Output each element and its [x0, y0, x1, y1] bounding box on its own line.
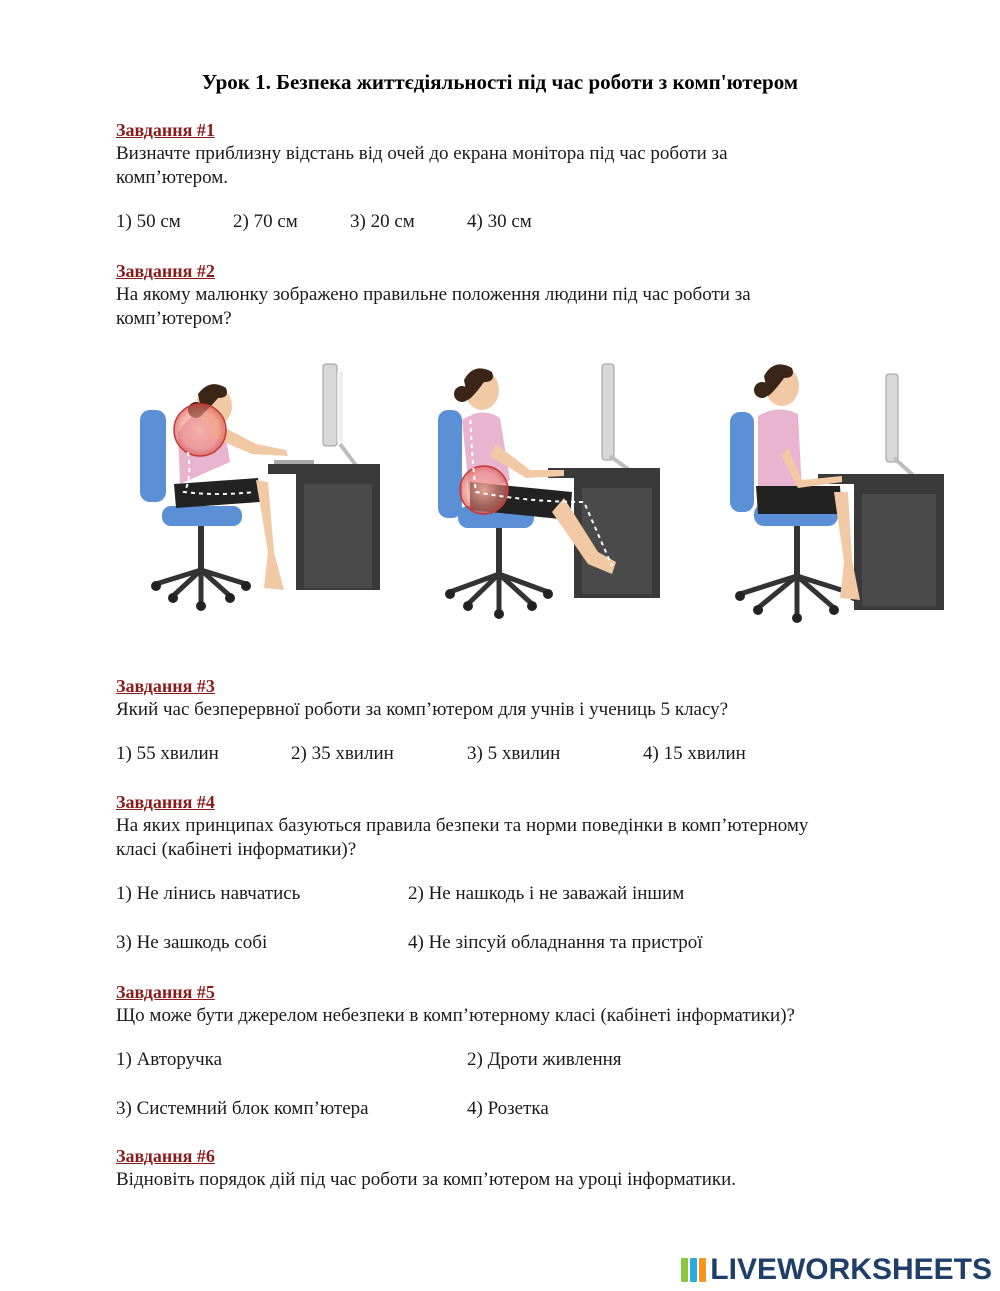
task-3: [116, 674, 916, 766]
logo-bar-2: [690, 1258, 697, 1282]
task-5-option-2[interactable]: 2) Дроти живлення: [467, 1049, 622, 1070]
liveworksheets-logo: [681, 1252, 992, 1288]
task-5-option-4[interactable]: 4) Розетка: [467, 1098, 549, 1119]
posture-figure-3[interactable]: [730, 364, 944, 623]
task-2: [116, 259, 916, 331]
task-1-option-2[interactable]: 2) 70 см: [233, 211, 298, 232]
logo-mark-icon: [681, 1258, 706, 1282]
task-4-question-line-2: класі (кабінеті інформатики)?: [116, 839, 357, 860]
task-1-option-1[interactable]: 1) 50 см: [116, 211, 181, 232]
task-4-option-4[interactable]: 4) Не зіпсуй обладнання та пристрої: [408, 932, 703, 953]
task-6-heading: Завдання #6: [116, 1146, 215, 1166]
task-5: [116, 980, 916, 1121]
task-5-option-3[interactable]: 3) Системний блок комп’ютера: [116, 1098, 369, 1119]
task-4-question-line-1: На яких принципах базуються правила безпеки та норми поведінки в комп’ютерному: [116, 815, 809, 836]
task-2-question-line-1: На якому малюнку зображено правильне положення людини під час роботи за: [116, 284, 751, 305]
task-1-option-4[interactable]: 4) 30 см: [467, 211, 532, 232]
page-title: Урок 1. Безпека життєдіяльності під час роботи з комп'ютером: [201, 70, 799, 94]
task-1-option-3[interactable]: 3) 20 см: [350, 211, 415, 232]
task-6: [116, 1144, 916, 1192]
task-3-option-2[interactable]: 2) 35 хвилин: [291, 743, 394, 764]
task-4-option-1[interactable]: 1) Не лінись навчатись: [116, 883, 301, 904]
task-5-heading: Завдання #5: [116, 982, 215, 1002]
task-3-option-3[interactable]: 3) 5 хвилин: [467, 743, 561, 764]
task-3-option-1[interactable]: 1) 55 хвилин: [116, 743, 219, 764]
task-2-question-line-2: комп’ютером?: [116, 308, 232, 329]
task-3-option-4[interactable]: 4) 15 хвилин: [643, 743, 746, 764]
posture-illustration: [118, 352, 950, 642]
logo-bar-3: [699, 1258, 706, 1282]
task-4-option-3[interactable]: 3) Не зашкодь собі: [116, 932, 268, 953]
posture-figure-2[interactable]: [438, 364, 660, 619]
task-5-option-1[interactable]: 1) Авторучка: [116, 1049, 223, 1070]
logo-bar-1: [681, 1258, 688, 1282]
task-4-heading: Завдання #4: [116, 792, 215, 812]
task-1-heading: Завдання #1: [116, 120, 215, 140]
task-2-heading: Завдання #2: [116, 261, 215, 281]
task-4-option-2[interactable]: 2) Не нашкодь і не заважай іншим: [408, 883, 685, 904]
task-1-question-line-1: Визначте приблизну відстань від очей до екрана монітора під час роботи за: [116, 143, 728, 164]
posture-figure-1[interactable]: [140, 364, 380, 611]
task-1: [116, 118, 916, 234]
task-6-question-line-1: Відновіть порядок дій під час роботи за комп’ютером на уроці інформатики.: [116, 1169, 737, 1190]
logo-text: LIVEWORKSHEETS: [710, 1253, 992, 1286]
task-3-question-line-1: Який час безперервної роботи за комп’ютером для учнів і учениць 5 класу?: [116, 699, 729, 720]
task-3-heading: Завдання #3: [116, 676, 215, 696]
task-1-question-line-2: комп’ютером.: [116, 167, 229, 188]
task-4: [116, 790, 916, 955]
task-5-question-line-1: Що може бути джерелом небезпеки в комп’ютерному класі (кабінеті інформатики)?: [116, 1005, 795, 1026]
